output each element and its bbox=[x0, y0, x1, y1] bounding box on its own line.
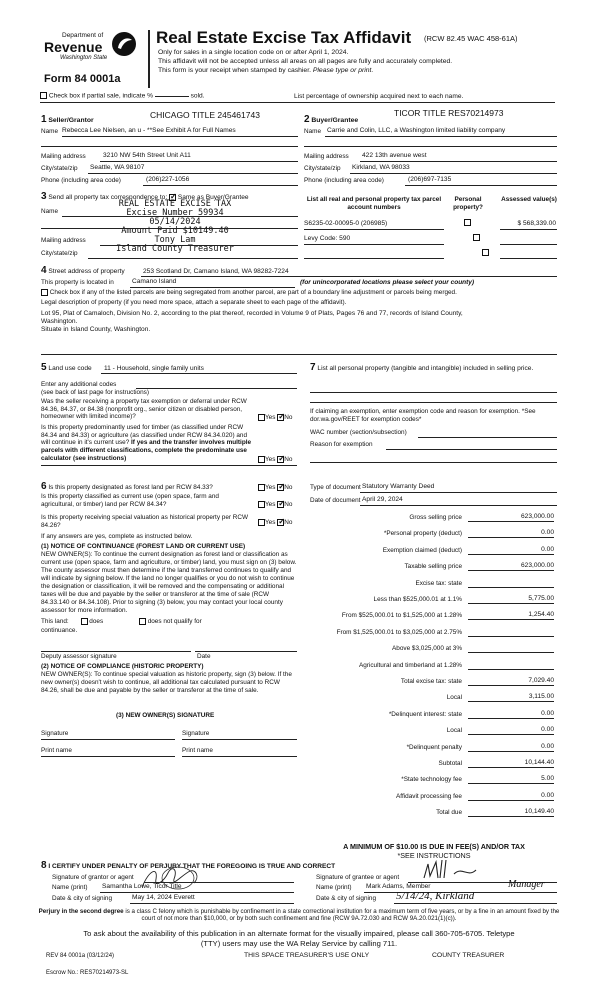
wac-label: WAC number (section/subsection) bbox=[310, 429, 407, 436]
grantee-signature-icon bbox=[418, 856, 518, 884]
calc-value-15[interactable]: 10,144.40 bbox=[468, 759, 554, 768]
s6-q1: Is this property designated as forest land per RCW 84.33? bbox=[48, 484, 213, 491]
s5-q2b: If yes and the transfer involves multiple parcels with different classifications, complete the predominate use calculator (see instructions) bbox=[41, 439, 252, 462]
grantor-name-field[interactable]: Samantha Lowe, Ticor Title bbox=[102, 883, 182, 890]
calc-label-0: Gross selling price bbox=[409, 514, 462, 521]
calc-label-18: Total due bbox=[436, 809, 462, 817]
perjury-notice bbox=[34, 908, 564, 923]
new-owner-sig2-field[interactable] bbox=[182, 739, 297, 740]
calc-value-1[interactable]: 0.00 bbox=[468, 529, 554, 538]
header-sub3-italic: Please type or print. bbox=[312, 67, 374, 74]
dept-line1: Department of bbox=[62, 32, 104, 39]
calc-label-7: From $1,525,000.01 to $3,025,000 at 2.75% bbox=[336, 628, 462, 636]
personal-2-checkbox[interactable] bbox=[473, 234, 480, 241]
s7-num: 7 bbox=[310, 362, 316, 373]
same-as-buyer-label: Same as Buyer/Grantee bbox=[177, 194, 249, 201]
minimum-due-note: A MINIMUM OF $10.00 IS DUE IN FEE(S) AND/OR TAX bbox=[343, 842, 525, 851]
treasurer-stamp-line5: Tony Lam bbox=[154, 234, 196, 245]
s6-q1-row bbox=[41, 481, 256, 493]
located-note: (for unincorporated locations please select your county) bbox=[300, 279, 475, 286]
s3-label: Send all property tax correspondence to: bbox=[48, 194, 168, 201]
land-use-field[interactable]: 11 - Household, single family units bbox=[104, 365, 204, 372]
s6-q3-no-checkbox[interactable] bbox=[277, 519, 284, 526]
calc-label-1: *Personal property (deduct) bbox=[383, 530, 462, 538]
calc-value-5[interactable]: 5,775.00 bbox=[468, 595, 554, 604]
s6-q3-no-label: No bbox=[284, 519, 293, 527]
new-owner-print1-field[interactable] bbox=[41, 756, 175, 757]
personal-1-checkbox[interactable] bbox=[464, 219, 471, 226]
calc-value-0[interactable]: 623,000.00 bbox=[468, 513, 554, 522]
personal-header: Personal property? bbox=[453, 196, 483, 211]
s1-name-label: Name bbox=[41, 128, 59, 135]
calc-label-15: Subtotal bbox=[438, 760, 462, 767]
deputy-sig-label: Deputy assessor signature bbox=[41, 653, 117, 660]
legal-label: Legal description of property (if you need more space, attach a separate sheet to each page of the affidavit). bbox=[41, 299, 347, 306]
grantee-name-label: Name (print) bbox=[316, 884, 352, 891]
alt-format-line1: To ask about the availability of this publication in an alternate format for the visually impaired, please call 360-705-6705. Teletype bbox=[83, 929, 515, 938]
dept-line2: Revenue bbox=[44, 39, 103, 55]
form-title: Real Estate Excise Tax Affidavit bbox=[156, 28, 412, 47]
s6-q3-yes-checkbox[interactable] bbox=[258, 519, 265, 526]
calc-value-6[interactable]: 1,254.40 bbox=[468, 611, 554, 620]
calc-value-17[interactable]: 0.00 bbox=[468, 792, 554, 801]
s5-q2-yes-label: Yes bbox=[265, 456, 276, 464]
assessed-1-field[interactable]: $ 568,339.00 bbox=[517, 220, 556, 227]
new-owner-sig1-field[interactable] bbox=[41, 739, 175, 740]
s4-num: 4 bbox=[41, 265, 47, 276]
s6-q1-answer bbox=[258, 484, 292, 492]
treasurer-stamp-line1: REAL ESTATE EXCISE TAX bbox=[118, 199, 232, 209]
exemption-note: If claiming an exemption, enter exemption code and reason for exemption. *See dor.wa.gov/REET for exemption codes* bbox=[310, 408, 536, 423]
calc-label-2: Exemption claimed (deduct) bbox=[382, 546, 462, 554]
notice3-title: (3) NEW OWNER(S) SIGNATURE bbox=[116, 712, 215, 719]
calc-value-12[interactable]: 0.00 bbox=[468, 710, 554, 719]
grantor-name-label: Name (print) bbox=[52, 884, 88, 891]
grantor-date-field[interactable]: May 14, 2024 Everett bbox=[132, 894, 195, 901]
s1-title bbox=[41, 114, 94, 126]
partial-percent-field[interactable] bbox=[155, 96, 189, 97]
land-label: This land: bbox=[41, 618, 69, 626]
notice2-body: NEW OWNER(S): To continue special valuation as historic property, sign (3) below. If the new owner(s) doesn't wish to continue, all additional tax calculated pursuant to RCW 84.26, shall be due and payable by the seller or transferor at the time of sale. bbox=[41, 671, 292, 694]
partial-sale-label: Check box if partial sale, indicate % bbox=[48, 92, 153, 100]
located-field[interactable]: Camano Island bbox=[132, 278, 177, 285]
reason-field-line2[interactable] bbox=[310, 462, 557, 463]
new-owner-print1-label: Print name bbox=[41, 747, 72, 754]
calc-label-5: Less than $525,000.01 at 1.1% bbox=[373, 596, 462, 603]
located-label: This property is located in bbox=[41, 279, 114, 286]
s3-num: 3 bbox=[41, 191, 47, 202]
s6-q2-no-checkbox[interactable] bbox=[277, 501, 284, 508]
legal-line1[interactable]: Lot 95, Plat of Camaloch, Division No. 2, according to the plat thereof, recorded in Volume 9 of Plats, Pages 76 and 77, records of Island County, bbox=[41, 310, 463, 317]
s5-q2 bbox=[41, 424, 256, 462]
s5-q2-yes-checkbox[interactable] bbox=[258, 456, 265, 463]
calc-value-13[interactable]: 0.00 bbox=[468, 726, 554, 735]
perjury-bold: Perjury in the second degree bbox=[38, 908, 124, 915]
doc-date-field[interactable]: April 29, 2024 bbox=[362, 496, 403, 503]
doc-type-field[interactable]: Statutory Warranty Deed bbox=[362, 483, 435, 490]
s2-num: 2 bbox=[304, 114, 310, 125]
personal-3-checkbox[interactable] bbox=[482, 249, 489, 256]
escrow-number: Escrow No.: RES70214973-SL bbox=[46, 970, 129, 976]
does-not-checkbox[interactable] bbox=[139, 618, 146, 625]
continuance-label: continuance. bbox=[41, 627, 78, 634]
calc-value-8[interactable] bbox=[468, 644, 554, 653]
s2-phone-field[interactable]: (206)697-7135 bbox=[408, 176, 452, 183]
treasurer-stamp-line2: Excise Number 59934 bbox=[126, 207, 224, 218]
s2-mail-label: Mailing address bbox=[304, 153, 349, 160]
segregation-row bbox=[41, 289, 561, 297]
s3-name-label: Name bbox=[41, 208, 59, 215]
calc-label-13: Local bbox=[446, 727, 462, 735]
calc-value-16[interactable]: 5.00 bbox=[468, 775, 554, 784]
s5-q2-no-label: No bbox=[284, 456, 293, 464]
s1-mail-field[interactable]: 3210 NW 54th Street Unit A11 bbox=[103, 152, 191, 159]
personal-property-line1[interactable] bbox=[310, 392, 557, 393]
s2-stamp: TICOR TITLE RES70214973 bbox=[394, 108, 504, 118]
s2-name-label: Name bbox=[304, 128, 322, 135]
calc-value-18[interactable]: 10,149.40 bbox=[468, 808, 554, 817]
s8-num: 8 bbox=[41, 860, 47, 871]
s5-q1-yes-checkbox[interactable] bbox=[258, 414, 265, 421]
s2-name-field[interactable]: Carrie and Colin, LLC, a Washington limited liability company bbox=[327, 127, 506, 134]
calc-value-9[interactable] bbox=[468, 661, 554, 670]
s5-title bbox=[41, 362, 92, 374]
wa-logo-icon bbox=[110, 30, 138, 58]
calc-label-12: *Delinquent interest: state bbox=[388, 710, 462, 718]
s1-name-field[interactable]: Rebecca Lee Nielsen, an u - **See Exhibit A for Full Names bbox=[62, 127, 236, 134]
reason-field-line1[interactable] bbox=[386, 449, 557, 450]
s6-note: If any answers are yes, complete as instructed below. bbox=[41, 533, 193, 540]
header-sub3-text: This form is your receipt when stamped by cashier. bbox=[158, 67, 311, 74]
grantee-name-field[interactable]: Mark Adams, Member bbox=[366, 883, 431, 890]
s5-q1: Was the seller receiving a property tax exemption or deferral under RCW 84.36, 84.37, or 84.38 (nonprofit org., senior citizen or disabled person, homeowner with limited income)? bbox=[41, 398, 247, 421]
rev-label: REV 84 0001a (03/12/24) bbox=[46, 953, 115, 959]
calc-label-3: Taxable selling price bbox=[404, 563, 462, 571]
legal-line2[interactable]: Washington. bbox=[41, 318, 78, 325]
s2-mail-field[interactable]: 422 13th avenue west bbox=[362, 152, 427, 159]
calc-value-7[interactable] bbox=[468, 628, 554, 637]
header-sub2: This affidavit will not be accepted unless all areas on all pages are fully and accurately completed. bbox=[158, 58, 453, 65]
s1-phone-label: Phone (including area code) bbox=[41, 177, 121, 184]
s7-label: List all personal property (tangible and intangible) included in selling price. bbox=[317, 365, 534, 372]
calc-label-16: *State technology fee bbox=[401, 776, 462, 784]
s8-label: I CERTIFY UNDER PENALTY OF PERJURY THAT THE FOREGOING IS TRUE AND CORRECT bbox=[48, 863, 336, 870]
s6-q2-no-label: No bbox=[284, 501, 293, 509]
grantee-title-handwritten: Manager bbox=[508, 879, 545, 890]
s6-num: 6 bbox=[41, 481, 47, 492]
county-treasurer-label: COUNTY TREASURER bbox=[432, 952, 505, 959]
doc-type-label: Type of document bbox=[310, 484, 361, 491]
new-owner-sig1-label: Signature bbox=[41, 730, 69, 737]
doc-date-label: Date of document bbox=[310, 497, 361, 504]
s2-title bbox=[304, 114, 358, 126]
s6-q2: Is this property classified as current use (open space, farm and agricultural, or timber) land per RCW 84.34? bbox=[41, 493, 219, 508]
calc-label-8: Above $3,025,000 at 3% bbox=[392, 645, 462, 653]
deputy-date-label: Date bbox=[197, 653, 211, 660]
s5-q1-answer bbox=[258, 414, 292, 422]
perjury-text: is a class C felony which is punishable by confinement in a state correctional institution for a maximum term of five years, or by a fine in an amount fixed by the court of not more than $10,000, or by both such confinement and fine (RCW 9A.72.030 and RCW 9A.20.021(1)(c)). bbox=[123, 908, 560, 923]
land-qualify-row bbox=[41, 618, 202, 626]
reason-label: Reason for exemption bbox=[310, 441, 373, 448]
s1-phone-field[interactable]: (206)227-1056 bbox=[146, 176, 190, 183]
s1-num: 1 bbox=[41, 114, 47, 125]
header-divider bbox=[148, 30, 150, 88]
treasurer-stamp-line6: Island County Treasurer bbox=[116, 243, 234, 254]
does-checkbox[interactable] bbox=[81, 618, 88, 625]
treasurer-stamp-line3: 05/14/2024 bbox=[149, 216, 201, 227]
additional-codes-label: Enter any additional codes bbox=[41, 381, 117, 388]
s6-q1-yes-label: Yes bbox=[265, 484, 276, 492]
calc-value-2[interactable]: 0.00 bbox=[468, 546, 554, 555]
grantor-sig-label: Signature of grantor or agent bbox=[52, 874, 134, 881]
segregation-checkbox[interactable] bbox=[41, 289, 48, 296]
s6-q1-no-checkbox[interactable] bbox=[277, 484, 284, 491]
parcel-1-field[interactable]: S6235-02-00095-0 (206985) bbox=[304, 220, 388, 227]
notice2-title: (2) NOTICE OF COMPLIANCE (HISTORIC PROPERTY) bbox=[41, 663, 204, 670]
s6-q3-answer bbox=[258, 519, 292, 527]
calc-label-6: From $525,000.01 to $1,525,000 at 1.28% bbox=[341, 612, 462, 620]
s5-q1-no-checkbox[interactable] bbox=[277, 414, 284, 421]
legal-line3[interactable]: Situate in Island County, Washington. bbox=[41, 326, 151, 333]
s1-stamp: CHICAGO TITLE 245461743 bbox=[150, 110, 260, 120]
calc-label-10: Total excise tax: state bbox=[400, 678, 462, 685]
s6-q3: Is this property receiving special valuation as historical property per RCW 84.26? bbox=[41, 514, 249, 529]
s6-q2-yes-label: Yes bbox=[265, 501, 276, 509]
grantor-date-label: Date & city of signing bbox=[52, 895, 113, 902]
header-sub1: Only for sales in a single location code on or after April 1, 2024. bbox=[158, 49, 349, 56]
partial-sale-row bbox=[40, 92, 205, 100]
s5-q1-yes-label: Yes bbox=[265, 414, 276, 422]
s3-mail-label: Mailing address bbox=[41, 237, 86, 244]
partial-sale-checkbox[interactable] bbox=[40, 92, 47, 99]
s6-q1-yes-checkbox[interactable] bbox=[258, 484, 265, 491]
calc-value-11[interactable]: 3,115.00 bbox=[468, 693, 554, 702]
grantee-sig-label: Signature of grantee or agent bbox=[316, 874, 400, 881]
s5-label: Land use code bbox=[48, 365, 92, 372]
calc-label-4: Excise tax: state bbox=[415, 579, 462, 587]
dor-logo bbox=[40, 30, 140, 74]
s4-label: Street address of property bbox=[48, 268, 125, 275]
s6-q2-yes-checkbox[interactable] bbox=[258, 501, 265, 508]
grantee-date-label: Date & city of signing bbox=[316, 895, 377, 902]
s1-city-field[interactable]: Seattle, WA 98107 bbox=[90, 164, 145, 171]
calc-value-4[interactable] bbox=[468, 579, 554, 588]
segregation-label: Check box if any of the listed parcels are being segregated from another parcel, are part of a boundary line adjustment or parcels being merged. bbox=[49, 289, 457, 297]
s1-label: Seller/Grantor bbox=[48, 117, 94, 124]
new-owner-sig2-label: Signature bbox=[182, 730, 210, 737]
s2-phone-label: Phone (including area code) bbox=[304, 177, 384, 184]
parcel-header: List all real and personal property tax parcel account numbers bbox=[306, 196, 442, 211]
s1-city-label: City/state/zip bbox=[41, 165, 78, 172]
additional-codes-note: (see back of last page for instructions) bbox=[41, 389, 149, 396]
levy-code-field[interactable]: Levy Code: 590 bbox=[304, 235, 351, 242]
treasurer-use-label: THIS SPACE TREASURER'S USE ONLY bbox=[244, 952, 370, 959]
form-title-ref: (RCW 82.45 WAC 458-61A) bbox=[424, 34, 518, 43]
new-owner-print2-label: Print name bbox=[182, 747, 213, 754]
s5-q2-no-checkbox[interactable] bbox=[277, 456, 284, 463]
calc-label-9: Agricultural and timberland at 1.28% bbox=[358, 661, 462, 669]
s4-address-row bbox=[41, 265, 125, 277]
dept-line3: Washington State bbox=[60, 55, 108, 61]
does-label: does bbox=[89, 618, 104, 626]
does-not-label: does not qualify for bbox=[147, 618, 202, 626]
calc-value-10[interactable]: 7,029.40 bbox=[468, 677, 554, 686]
s3-city-label: City/state/zip bbox=[41, 250, 78, 257]
s5-num: 5 bbox=[41, 362, 47, 373]
assessed-header: Assessed value(s) bbox=[501, 196, 557, 203]
calc-value-14[interactable]: 0.00 bbox=[468, 743, 554, 752]
alt-format-line2: (TTY) users may use the WA Relay Service by calling 711. bbox=[200, 939, 398, 948]
partial-sold-label: sold. bbox=[190, 92, 205, 100]
calc-label-17: Affidavit processing fee bbox=[396, 792, 462, 800]
s2-city-field[interactable]: Kirkland, WA 98033 bbox=[352, 164, 410, 171]
s1-mail-label: Mailing address bbox=[41, 153, 86, 160]
s2-label: Buyer/Grantee bbox=[311, 117, 359, 124]
s6-q3-yes-label: Yes bbox=[265, 519, 276, 527]
calc-label-14: *Delinquent penalty bbox=[406, 743, 462, 751]
personal-property-line2[interactable] bbox=[310, 402, 557, 403]
wac-field[interactable] bbox=[418, 437, 557, 438]
grantee-date-handwritten[interactable]: 5/14/24, Kirkland bbox=[396, 890, 475, 902]
calc-value-3[interactable]: 623,000.00 bbox=[468, 562, 554, 571]
s7-title bbox=[310, 362, 557, 374]
calc-label-11: Local bbox=[446, 694, 462, 702]
new-owner-print2-field[interactable] bbox=[182, 756, 297, 757]
s5-q2-answer bbox=[258, 456, 292, 464]
s5-q1-no-label: No bbox=[284, 414, 293, 422]
s6-q2-answer bbox=[258, 501, 292, 509]
property-address-field[interactable]: 253 Scotland Dr, Camano Island, WA 98282-7224 bbox=[143, 268, 289, 275]
notice1-body: NEW OWNER(S): To continue the current designation as forest land or classification as current use (open space, farm and agriculture, or timber) land, you must sign on (3) below. The county assessor must then determine if the land transferred continues to qualify and will indicate by signing below. If the land no longer qualifies or you do not wish to continue the designation or classification, it will be removed and the compensating or additional taxes will be due and payable by the seller or transferor at the time of sale (RCW 84.33.140 or 84.34.108). Prior to signing (3) below, you may contact your local county assessor for more information. bbox=[41, 551, 297, 614]
treasurer-stamp-line4: Amount Paid $10149.40 bbox=[121, 225, 229, 236]
percent-note: List percentage of ownership acquired next to each name. bbox=[294, 93, 464, 100]
see-instructions-note: *SEE INSTRUCTIONS bbox=[397, 851, 471, 860]
s2-city-label: City/state/zip bbox=[304, 165, 341, 172]
form-number: Form 84 0001a bbox=[44, 73, 121, 85]
s5-q2a: Is this property predominantly used for timber (as classified under RCW 84.34 and 84.33) or agriculture (as classified under RCW 84.34.020) and will continue in it's current use? bbox=[41, 424, 248, 447]
notice1-title: (1) NOTICE OF CONTINUANCE (FOREST LAND OR CURRENT USE) bbox=[41, 543, 246, 550]
header-sub3 bbox=[158, 67, 373, 75]
rule-top bbox=[40, 102, 555, 103]
s6-q1-no-label: No bbox=[284, 484, 293, 492]
